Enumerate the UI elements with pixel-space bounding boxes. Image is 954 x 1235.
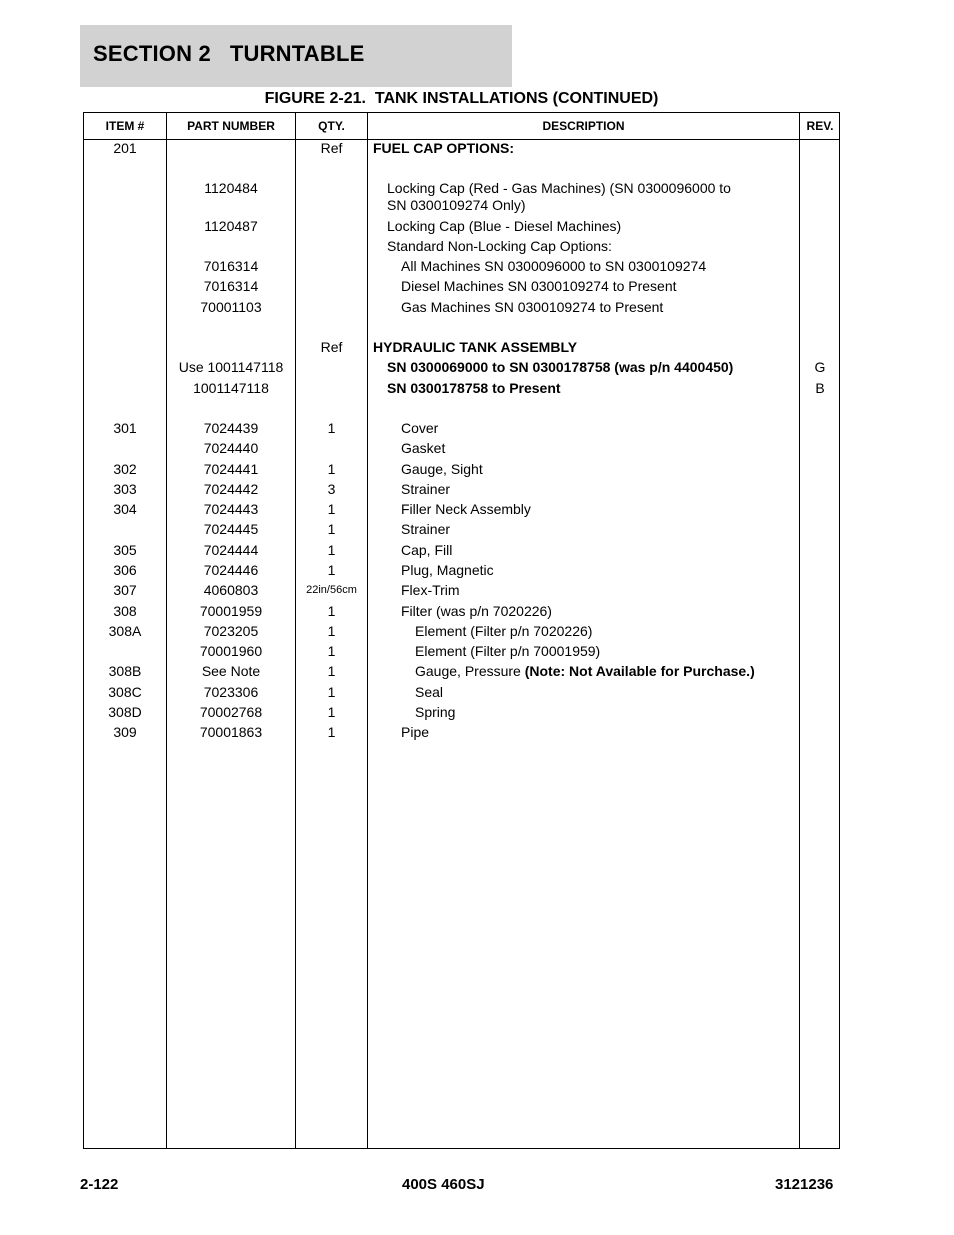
quantity: 1 — [327, 603, 336, 619]
item-number: 305 — [113, 542, 137, 558]
description-text: Filler Neck Assembly — [401, 501, 531, 517]
description — [373, 140, 798, 157]
description-text: FUEL CAP OPTIONS: — [373, 140, 515, 156]
description-text: Element (Filter p/n 7020226) — [415, 623, 593, 639]
description — [373, 724, 826, 741]
description-text: Element (Filter p/n 70001959) — [415, 643, 601, 659]
part-number: 70002768 — [199, 704, 263, 720]
quantity: 1 — [327, 704, 336, 720]
description — [373, 339, 798, 356]
description — [373, 380, 812, 397]
description-text: Standard Non-Locking Cap Options: — [387, 238, 612, 254]
quantity: 1 — [327, 461, 336, 477]
document-number: 3121236 — [775, 1176, 834, 1193]
description — [373, 180, 812, 197]
section-title: SECTION 2 TURNTABLE — [93, 41, 365, 66]
description-text: Diesel Machines SN 0300109274 to Present — [401, 278, 677, 294]
item-number: 308C — [108, 684, 142, 700]
header-description: DESCRIPTION — [542, 119, 625, 133]
part-number: 4060803 — [203, 582, 259, 598]
description-note: (Note: Not Available for Purchase.) — [524, 663, 755, 679]
description — [373, 258, 826, 275]
description — [373, 603, 826, 620]
part-number: 7023205 — [203, 623, 259, 639]
description — [373, 481, 826, 498]
section-header — [80, 25, 512, 87]
part-number: 70001103 — [200, 299, 262, 315]
description-text: All Machines SN 0300096000 to SN 0300109274 — [401, 258, 707, 274]
part-number: 70001959 — [199, 603, 263, 619]
part-number: See Note — [201, 663, 261, 679]
description-text: Filter (was p/n 7020226) — [401, 603, 552, 619]
part-number: 7024442 — [203, 481, 259, 497]
quantity: 1 — [327, 684, 336, 700]
part-number: 1001147118 — [193, 380, 269, 396]
part-number: 70001960 — [199, 643, 263, 659]
part-number: 7016314 — [203, 258, 259, 274]
description-text: Strainer — [401, 521, 451, 537]
description — [373, 278, 826, 295]
part-number: 7016314 — [203, 278, 259, 294]
description-text: Locking Cap (Red - Gas Machines) (SN 0300096000 to — [387, 180, 731, 196]
model-number: 400S 460SJ — [402, 1176, 485, 1193]
description-text: Gasket — [401, 440, 446, 456]
item-number: 301 — [113, 420, 137, 436]
quantity: 1 — [327, 623, 336, 639]
quantity: Ref — [320, 140, 343, 156]
description — [373, 704, 840, 721]
item-number: 308D — [108, 704, 142, 720]
description — [373, 197, 812, 214]
quantity: 3 — [327, 481, 336, 497]
description — [373, 420, 826, 437]
quantity: 1 — [327, 521, 336, 537]
description — [373, 218, 812, 235]
header-part-number: PART NUMBER — [187, 119, 275, 133]
description-text: Gas Machines SN 0300109274 to Present — [401, 299, 664, 315]
quantity: 1 — [327, 562, 336, 578]
part-number: 7024443 — [203, 501, 259, 517]
description-text: Spring — [415, 704, 456, 720]
description — [373, 643, 840, 660]
part-number: 70001863 — [199, 724, 263, 740]
description-text: Plug, Magnetic — [401, 562, 494, 578]
revision: G — [814, 359, 826, 375]
part-number: Use 1001147118 — [178, 359, 284, 375]
description-text: SN 0300178758 to Present — [387, 380, 561, 396]
part-number: 7024446 — [203, 562, 259, 578]
description-text: Flex-Trim — [401, 582, 460, 598]
description — [373, 582, 826, 599]
page-number: 2-122 — [80, 1176, 119, 1193]
quantity: 1 — [327, 542, 336, 558]
item-number: 303 — [113, 481, 137, 497]
description — [373, 521, 826, 538]
parts-table — [83, 112, 840, 1149]
quantity: 22in/56cm — [306, 584, 357, 596]
description — [373, 501, 826, 518]
item-number: 201 — [113, 140, 137, 156]
description — [373, 684, 840, 701]
description — [373, 623, 840, 640]
description-text: HYDRAULIC TANK ASSEMBLY — [373, 339, 578, 355]
item-number: 309 — [113, 724, 137, 740]
description-text: Gauge, Sight — [401, 461, 483, 477]
description — [373, 440, 826, 457]
header-item: ITEM # — [105, 119, 145, 133]
header-qty: QTY. — [318, 119, 345, 133]
column-divider — [367, 113, 368, 1148]
description — [373, 238, 812, 255]
item-number: 308 — [113, 603, 137, 619]
part-number: 7024441 — [203, 461, 259, 477]
item-number: 302 — [113, 461, 137, 477]
quantity: Ref — [320, 339, 343, 355]
part-number: 1120487 — [204, 218, 258, 234]
part-number: 7024445 — [203, 521, 259, 537]
quantity: 1 — [327, 643, 336, 659]
description-text: Pipe — [401, 724, 430, 740]
description — [373, 542, 826, 559]
description — [373, 359, 812, 376]
description-text: Seal — [415, 684, 444, 700]
description-text: Locking Cap (Blue - Diesel Machines) — [387, 218, 622, 234]
part-number: 7024439 — [203, 420, 259, 436]
item-number: 306 — [113, 562, 137, 578]
description-text: Cap, Fill — [401, 542, 453, 558]
item-number: 308B — [108, 663, 142, 679]
part-number: 1120484 — [204, 180, 258, 196]
description-text: Strainer — [401, 481, 451, 497]
description-text: Gauge, Pressure — [415, 663, 525, 679]
description — [373, 299, 826, 316]
description-text: Cover — [401, 420, 439, 436]
part-number: 7024444 — [203, 542, 259, 558]
quantity: 1 — [327, 663, 336, 679]
description — [373, 562, 826, 579]
item-number: 308A — [108, 623, 142, 639]
figure-title: FIGURE 2-21. TANK INSTALLATIONS (CONTINUED) — [264, 90, 659, 107]
description — [373, 461, 826, 478]
item-number: 307 — [113, 582, 137, 598]
quantity: 1 — [327, 420, 336, 436]
item-number: 304 — [113, 501, 137, 517]
quantity: 1 — [327, 724, 336, 740]
description-text: SN 0300109274 Only) — [387, 197, 526, 213]
description — [373, 663, 840, 680]
header-rev: REV. — [806, 119, 834, 133]
description-text: SN 0300069000 to SN 0300178758 (was p/n 4400450) — [387, 359, 734, 375]
revision: B — [815, 380, 825, 396]
part-number: 7024440 — [203, 440, 259, 456]
part-number: 7023306 — [203, 684, 259, 700]
quantity: 1 — [327, 501, 336, 517]
